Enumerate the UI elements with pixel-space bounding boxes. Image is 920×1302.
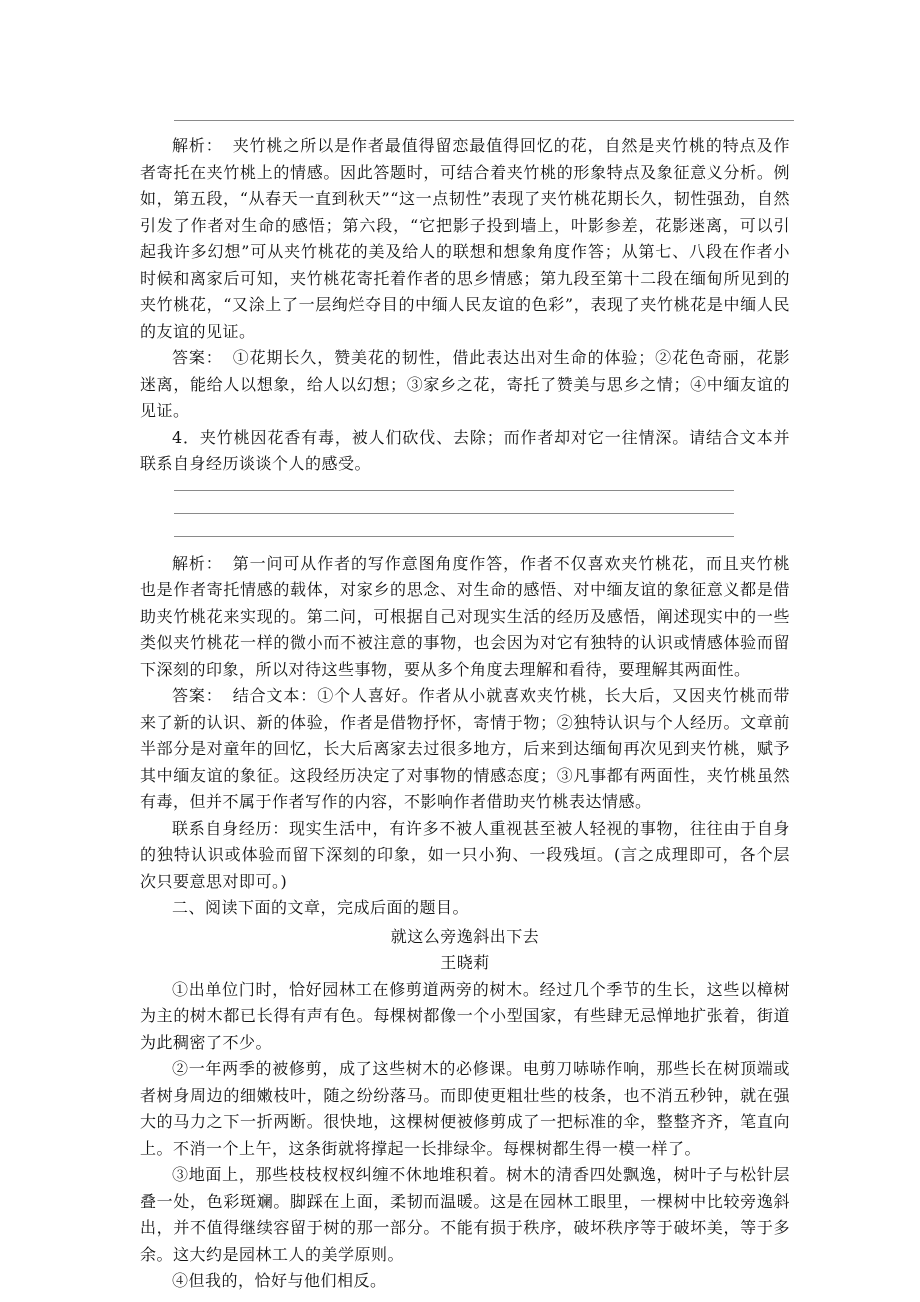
article-paragraph-1: ①出单位门时，恰好园林工在修剪道两旁的树木。经过几个季节的生长，这些以樟树为主的树木都已长得有声有色。每棵树都像一个小型国家，有些肆无忌惮地扩张着，街道为此稠密了不少。 xyxy=(140,979,790,1052)
article-author: 王晓莉 xyxy=(440,953,490,972)
analysis-text: 夹竹桃之所以是作者最值得留恋最值得回忆的花，自然是夹竹桃的特点及作者寄托在夹竹桃上的情感。因此答题时，可结合着夹竹桃的形象特点及象征意义分析。例如，第五段，“从春天一直到秋天”“这一点韧性”表现了夹竹桃花期长久，韧性强劲，自然引发了作者对生命的感悟；第六段，“它把影子投到墙上，叶影参差，花影迷离，可以引起我许多幻想”可从夹竹桃花的美及给人的联想和想象角度作答；从第七、八段在作者小时候和离家后可知，夹竹桃花寄托着作者的思乡情感；第九段至第十二段在缅甸所见到的夹竹桃花，“又涂上了一层绚烂夺目的中缅人民友谊的色彩”，表现了夹竹桃花是中缅人民的友谊的见证。 xyxy=(140,136,790,341)
document-content xyxy=(140,120,790,1295)
article-paragraph-2: ②一年两季的被修剪，成了这些树木的必修课。电剪刀哧哧作响，那些长在树顶端或者树身周边的细嫩枝叶，随之纷纷落马。而即使更粗壮些的枝条，也不消五秒钟，就在强大的马力之下一折两断。很快地，这棵树便被修剪成了一把标准的伞，整整齐齐，笔直向上。不消一个上午，这条街就将撑起一长排绿伞。每棵树都生得一模一样了。 xyxy=(140,1059,790,1158)
personal-experience-paragraph: 联系自身经历：现实生活中，有许多不被人重视甚至被人轻视的事物，往往由于自身的独特认识或体验而留下深刻的印象，如一只小狗、一段残垣。(言之成理即可，各个层次只要意思对即可。) xyxy=(140,818,790,891)
answer-text: ①花期长久，赞美花的韧性，借此表达出对生命的体验；②花色奇丽，花影迷离，能给人以想象，给人以幻想；③家乡之花，寄托了赞美与思乡之情；④中缅友谊的见证。 xyxy=(140,348,790,420)
analysis-paragraph xyxy=(140,551,790,684)
article-paragraph-4: ④但我的，恰好与他们相反。 xyxy=(172,1271,387,1290)
analysis-label: 解析： xyxy=(172,553,223,573)
article-paragraph-3: ③地面上，那些枝枝杈杈纠缠不休地堆积着。树木的清香四处飘逸，树叶子与松针层叠一处，色彩斑斓。脚踩在上面，柔韧而温暖。这是在园林工眼里，一棵树中比较旁逸斜出，并不值得继续容留于树的那一部分。不能有损于秩序，破坏秩序等于破坏美，等于多余。这大约是园林工人的美学原则。 xyxy=(140,1165,790,1264)
analysis-text: 第一问可从作者的写作意图角度作答，作者不仅喜欢夹竹桃花，而且夹竹桃也是作者寄托情感的载体，对家乡的思念、对生命的感悟、对中缅友谊的象征意义都是借助夹竹桃花来实现的。第二问，可根据自己对现实生活的经历及感悟，阐述现实中的一些类似夹竹桃花一样的微小而不被注意的事物，也会因为对它有独特的认识或情感体验而留下深刻的印象，所以对待这些事物，要从多个角度去理解和看待，要理解其两面性。 xyxy=(140,553,790,679)
answer-line xyxy=(174,490,734,491)
answer-line xyxy=(174,536,734,537)
answer-label: 答案： xyxy=(172,686,223,705)
analysis-label: 解析： xyxy=(172,136,223,155)
question-4: 4．夹竹桃因花香有毒，被人们砍伐、去除；而作者却对它一往情深。请结合文本并联系自身经历谈谈个人的感受。 xyxy=(140,427,790,473)
section-heading: 二、阅读下面的文章，完成后面的题目。 xyxy=(172,898,470,917)
answer-lines xyxy=(174,490,734,537)
answer-paragraph xyxy=(140,345,790,425)
analysis-paragraph xyxy=(140,133,790,345)
answer-paragraph xyxy=(140,683,790,816)
answer-line xyxy=(174,120,794,121)
answer-text: 结合文本：①个人喜好。作者从小就喜欢夹竹桃，长大后，又因夹竹桃而带来了新的认识、新的体验，作者是借物抒怀，寄情于物；②独特认识与个人经历。文章前半部分是对童年的回忆，长大后离家去过很多地方，后来到达缅甸再次见到夹竹桃，赋予其中缅友谊的象征。这段经历决定了对事物的情感态度；③凡事都有两面性，夹竹桃虽然有毒，但并不属于作者写作的内容，不影响作者借助夹竹桃表达情感。 xyxy=(140,686,790,811)
answer-label: 答案： xyxy=(172,348,223,367)
answer-line xyxy=(174,513,734,514)
article-title: 就这么旁逸斜出下去 xyxy=(390,926,540,946)
